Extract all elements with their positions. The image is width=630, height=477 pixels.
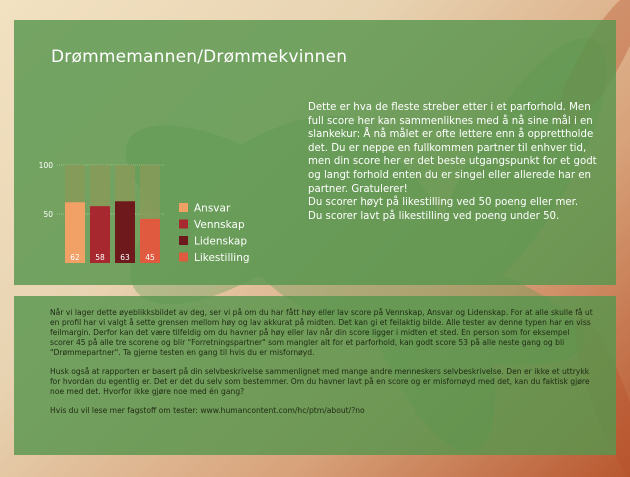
result-panel	[14, 20, 616, 285]
result-summary	[308, 101, 608, 223]
score-bar-chart	[28, 155, 298, 275]
bar-value-label: 63	[120, 253, 130, 262]
bar-value-label: 58	[95, 253, 105, 262]
legend-label: Vennskap	[194, 219, 245, 231]
page-title: Drømmemannen/Drømmekvinnen	[51, 47, 348, 67]
explanation-paragraph-1: Når vi lager dette øyeblikksbildet av deg, ser vi på om du har fått høy eller lav score på Vennskap, Ansvar og Lidenskap. For at alle skulle få ut en profil har vi valgt å sette grensen mellom høy og lav akkurat på midten. Det kan gi et feilaktig bilde. Alle tester av denne typen har en viss feilmargin. Derfor kan det være tilfeldig om du havner på høy eller lav når din score ligger i midten et sted. En person som for eksempel scorer 45 på alle tre scorene og blir "Forretningspartner" som mangler alt for et parforhold, kan godt score 53 på alle neste gang og bli "Drømmepartner". Ta gjerne testen en gang til hvis du er misfornøyd.	[50, 308, 593, 357]
explanation-paragraph-2: Husk også at rapporten er basert på din selvbeskrivelse sammenlignet med mange andre menneskers selvbeskrivelse. Den er ikke et uttrykk for hvordan du egentlig er. Det er det du selv som bestemmer. Om du havner lavt på en score og er misfornøyd med det, kan du faktisk gjøre noe med det. Hvorfor ikke gjøre noe med én gang?	[50, 367, 590, 396]
legend-swatch	[179, 220, 188, 229]
legend-swatch	[179, 236, 188, 245]
bar-value-label: 62	[70, 253, 80, 262]
legend-label: Likestilling	[194, 252, 250, 264]
summary-paragraph: Dette er hva de fleste streber etter i et parforhold. Men full score her kan sammenliknes med å nå sine mål i en slankekur: Å nå målet er ofte lettere enn å opprettholde det. Du er neppe en fullkommen partner til enhver tid, men din score her er det beste utgangspunkt for et godt og langt forhold enten du er singel eller allerede har en partner. Gratulerer!	[308, 102, 597, 195]
legend-label: Ansvar	[194, 202, 231, 215]
explanation-paragraph-3: Hvis du vil lese mer fagstoff om tester: www.humancontent.com/hc/ptm/about/?no	[50, 406, 365, 415]
legend-swatch	[179, 253, 188, 262]
explanation-panel	[14, 296, 616, 455]
y-tick-label: 100	[38, 161, 53, 170]
summary-high-threshold: Du scorer høyt på likestilling ved 50 poeng eller mer.	[308, 197, 579, 209]
explanation-text	[50, 308, 594, 425]
summary-low-threshold: Du scorer lavt på likestilling ved poeng under 50.	[308, 210, 560, 222]
legend-swatch	[179, 203, 188, 212]
y-tick-label: 50	[43, 210, 53, 219]
legend-label: Lidenskap	[194, 235, 248, 248]
bar-value-label: 45	[145, 253, 155, 262]
